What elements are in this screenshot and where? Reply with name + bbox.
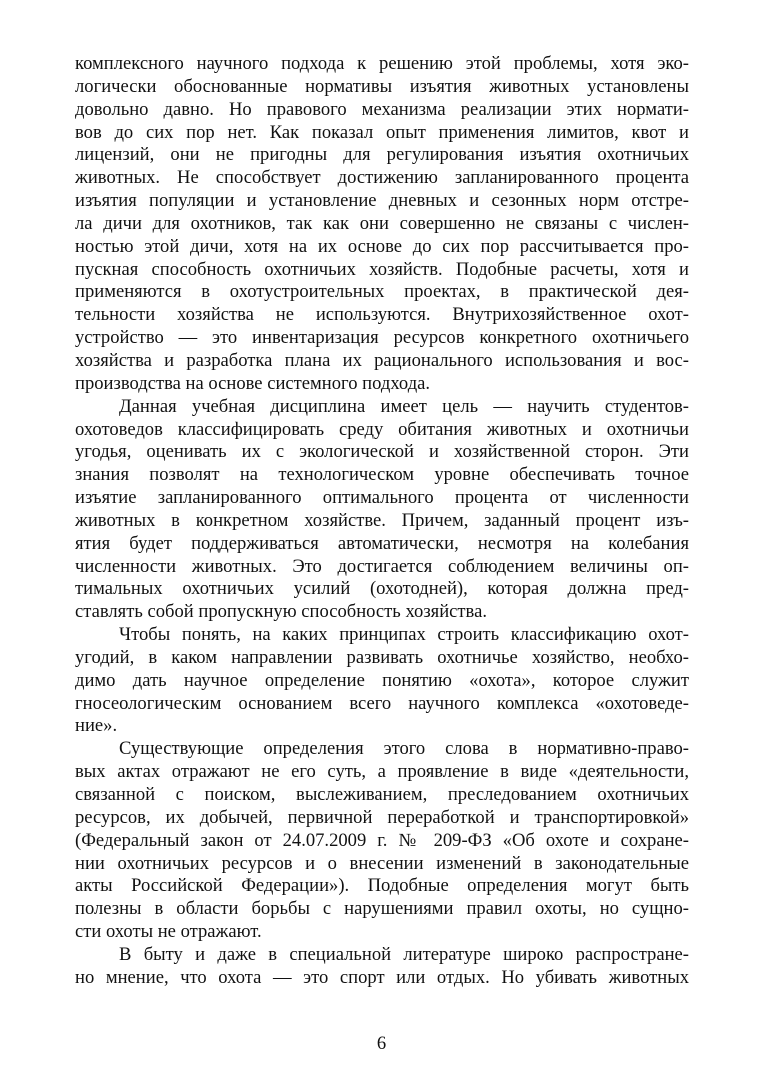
text-line: логически обоснованные нормативы изъятия животных установлены	[75, 75, 689, 97]
text-line: животных. Не способствует достижению запланированного процента	[75, 167, 689, 189]
text-line: устройство — это инвентаризация ресурсов конкретного охотничьего	[75, 327, 689, 349]
text-line: вых актах отражают не его суть, а проявление в виде «деятельности,	[75, 761, 689, 783]
paragraph	[75, 53, 689, 396]
text-line: но мнение, что охота — это спорт или отдых. Но убивать животных	[75, 966, 689, 988]
text-line: Существующие определения этого слова в нормативно-право-	[119, 738, 689, 760]
text-line: сти охоты не отражают.	[75, 921, 262, 943]
text-line: ятия будет поддерживаться автоматически, несмотря на колебания	[75, 532, 689, 554]
paragraph	[75, 624, 689, 738]
text-line: численности животных. Это достигается соблюдением величины оп-	[75, 555, 689, 577]
text-line: нии охотничьих ресурсов и о внесении изменений в законодательные	[75, 852, 689, 874]
text-line: акты Российской Федерации»). Подобные определения могут быть	[75, 875, 689, 897]
text-line: хозяйства и разработка плана их рационального использования и вос-	[75, 349, 689, 371]
page-body	[75, 53, 689, 990]
text-line: животных в конкретном хозяйстве. Причем, заданный процент изъ-	[75, 509, 689, 531]
text-line: лицензий, они не пригодны для регулирования изъятия охотничьих	[75, 144, 689, 166]
text-line: изъятия популяции и установление дневных и сезонных норм отстре-	[75, 190, 689, 212]
text-line: производства на основе системного подхода.	[75, 372, 431, 394]
text-line: Данная учебная дисциплина имеет цель — научить студентов-	[119, 395, 689, 417]
text-line: изъятие запланированного оптимального процента от численности	[75, 487, 689, 509]
text-line: ностью этой дичи, хотя на их основе до сих пор рассчитывается про-	[75, 235, 689, 257]
text-line: димо дать научное определение понятию «охота», которое служит	[75, 669, 689, 691]
text-line: ресурсов, их добычей, первичной переработкой и транспортировкой»	[75, 806, 689, 828]
text-line: вов до сих пор нет. Как показал опыт применения лимитов, квот и	[75, 121, 689, 143]
text-line: знания позволят на технологическом уровне обеспечивать точное	[75, 464, 689, 486]
paragraph	[75, 396, 689, 624]
text-line: связанной с поиском, выслеживанием, преследованием охотничьих	[75, 784, 689, 805]
text-line: полезны в области борьбы с нарушениями правил охоты, но сущно-	[75, 898, 689, 920]
text-line: ла дичи для охотников, так как они совершенно не связаны с числен-	[75, 212, 689, 234]
text-line: применяются в охотустроительных проектах, в практической дея-	[75, 281, 689, 303]
text-line: тельности хозяйства не используются. Внутрихозяйственное охот-	[75, 304, 689, 326]
text-line: комплексного научного подхода к решению этой проблемы, хотя эко-	[75, 53, 689, 74]
text-line: В быту и даже в специальной литературе широко распространe-	[119, 943, 689, 965]
paragraph	[75, 738, 689, 944]
text-line: ставлять собой пропускную способность хозяйства.	[75, 601, 487, 623]
paragraph	[75, 944, 689, 990]
text-line: (Федеральный закон от 24.07.2009 г. № 209-ФЗ «Об охоте и сохране-	[75, 829, 689, 851]
text-line: довольно давно. Но правового механизма реализации этих нормати-	[75, 98, 689, 120]
text-line: охотоведов классифицировать среду обитания животных и охотничьи	[75, 418, 689, 440]
text-line: тимальных охотничьих усилий (охотодней), которая должна пред-	[75, 578, 689, 600]
text-line: пускная способность охотничьих хозяйств. Подобные расчеты, хотя и	[75, 258, 689, 280]
text-line: Чтобы понять, на каких принципах строить классификацию охот-	[119, 624, 689, 646]
page-number: 6	[376, 1033, 387, 1054]
text-line: ние».	[75, 715, 118, 737]
text-line: гносеологическим основанием всего научного комплекса «охотоведе-	[75, 692, 689, 714]
text-line: угодья, оценивать их с экологической и хозяйственной сторон. Эти	[75, 441, 689, 463]
text-line: угодий, в каком направлении развивать охотничье хозяйство, необхо-	[75, 646, 689, 668]
